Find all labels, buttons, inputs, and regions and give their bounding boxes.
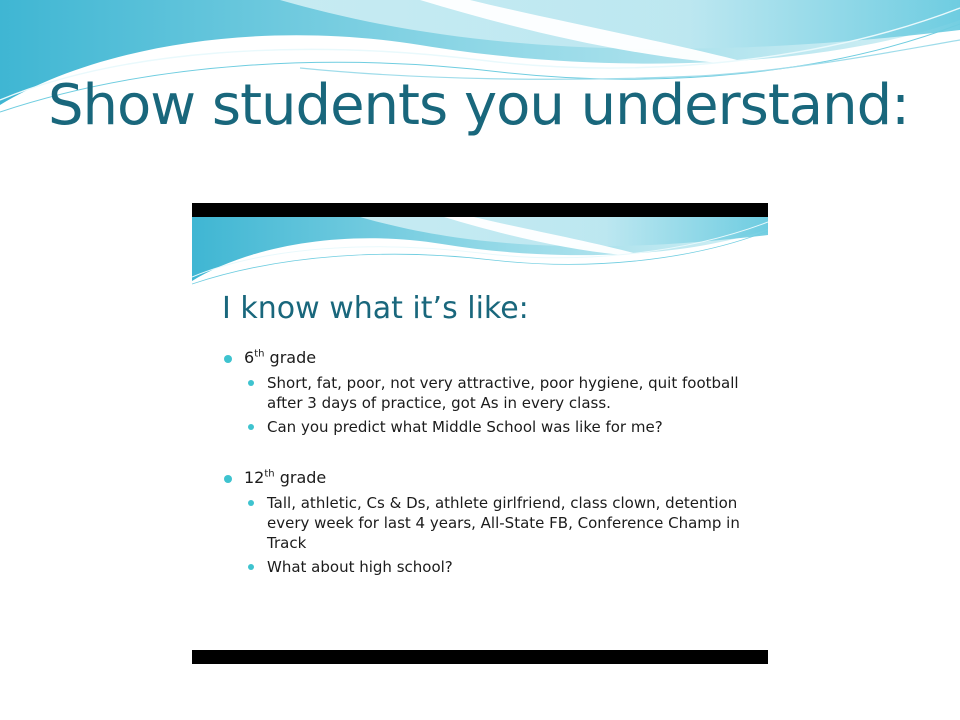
- grade-6-sublist: [244, 373, 754, 437]
- slide-title: Show students you understand:: [48, 73, 910, 138]
- embedded-slide: [192, 217, 768, 650]
- grade-6-number: 6: [244, 348, 255, 367]
- grade-12-bullet-2: What about high school?: [244, 557, 754, 577]
- embedded-wave-decoration: [192, 217, 768, 297]
- grade-12-label: grade: [274, 468, 327, 487]
- grade-6-suffix: th: [254, 348, 265, 360]
- grade-12-suffix: th: [264, 468, 275, 480]
- grade-6-label: grade: [264, 348, 317, 367]
- grade-12-number: 12: [244, 468, 265, 487]
- bullet-list: [224, 347, 754, 581]
- grade-6-bullet-2: Can you predict what Middle School was like for me?: [244, 417, 754, 437]
- grade-12-sublist: [244, 493, 754, 577]
- embedded-slide-title: I know what it’s like:: [222, 291, 529, 326]
- grade-12-item: [224, 467, 754, 577]
- grade-12-bullet-1: Tall, athletic, Cs & Ds, athlete girlfriend, class clown, detention every week for last 4 years, All-State FB, Conference Champ in Track: [244, 493, 754, 553]
- grade-6-bullet-1: Short, fat, poor, not very attractive, poor hygiene, quit football after 3 days of practice, got As in every class.: [244, 373, 754, 413]
- grade-6-item: [224, 347, 754, 437]
- embedded-slide-image: [192, 203, 768, 664]
